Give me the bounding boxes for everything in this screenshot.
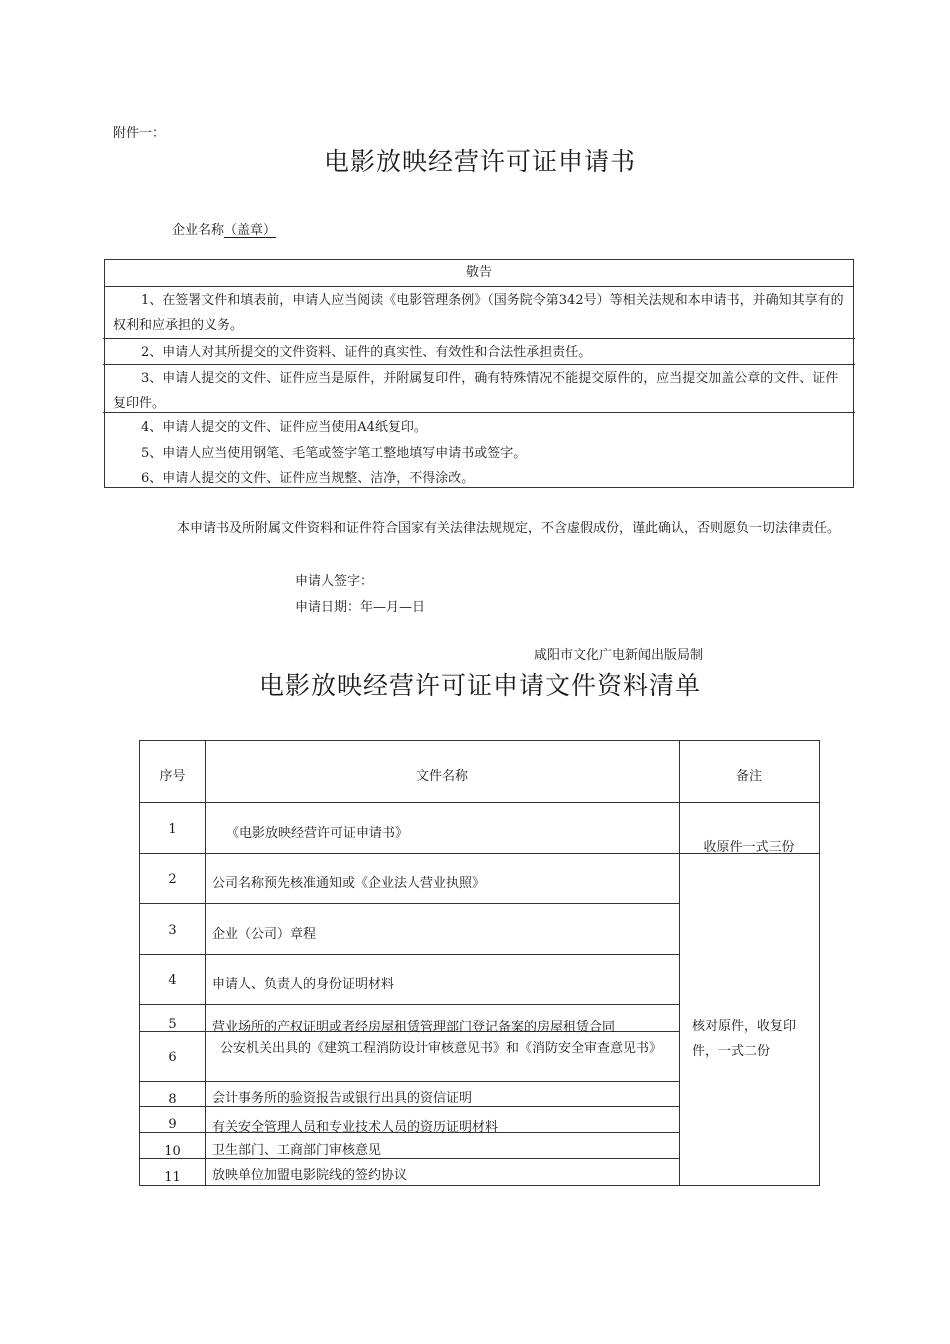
notice-heading: 敬告 bbox=[105, 260, 853, 287]
company-name-line bbox=[172, 219, 276, 238]
table-row-divider bbox=[140, 903, 679, 904]
table-row-divider bbox=[140, 1106, 679, 1107]
row-number: 3 bbox=[168, 923, 177, 938]
table-row-divider bbox=[140, 954, 679, 955]
document-list-table bbox=[139, 740, 820, 1186]
row-number: 8 bbox=[168, 1092, 177, 1107]
row-file-name: 《电影放映经营许可证申请书》 bbox=[226, 826, 409, 841]
row-number: 10 bbox=[164, 1144, 181, 1159]
table-column-divider bbox=[679, 741, 680, 1185]
declaration-text: 本申请书及所附属文件资料和证件符合国家有关法律法规规定，不含虚假成份，谨此确认，否则愿负一切法律责任。 bbox=[177, 521, 841, 536]
list-title: 电影放映经营许可证申请文件资料清单 bbox=[258, 671, 701, 700]
row-number: 11 bbox=[164, 1170, 181, 1185]
remark-verify: 核对原件，收复印件，一式二份 bbox=[692, 1019, 797, 1059]
notice-divider bbox=[103, 364, 855, 365]
header-remark: 备注 bbox=[735, 769, 762, 784]
table-row-divider bbox=[140, 802, 819, 803]
row-number: 4 bbox=[168, 973, 177, 988]
notice-item-3: 3、申请人提交的文件、证件应当是原件，并附属复印件，确有特殊情况不能提交原件的，应当提交加盖公章的文件、证件复印件。 bbox=[113, 371, 839, 411]
applicant-signature: 申请人签字： bbox=[295, 574, 374, 589]
table-row-divider bbox=[140, 1004, 679, 1005]
row-file-name: 申请人、负责人的身份证明材料 bbox=[212, 977, 395, 992]
notice-item-5: 5、申请人应当使用钢笔、毛笔或签字笔工整地填写申请书或签字。 bbox=[141, 446, 527, 461]
row-file-name: 营业场所的产权证明或者经房屋租赁管理部门登记备案的房屋租赁合同 bbox=[212, 1020, 616, 1035]
notice-item-1: 1、在签署文件和填表前，申请人应当阅读《电影管理条例》（国务院令第342号）等相关法规和本申请书，并确知其享有的权利和应承担的义务。 bbox=[113, 293, 844, 333]
notice-divider bbox=[103, 338, 855, 339]
issuer-label: 咸阳市文化广电新闻出版局制 bbox=[534, 648, 704, 663]
row-file-name: 公安机关出具的《建筑工程消防设计审核意见书》和《消防安全审查意见书》 bbox=[220, 1041, 663, 1056]
row-number: 5 bbox=[168, 1017, 177, 1032]
attachment-label: 附件一： bbox=[113, 126, 166, 141]
row-number: 6 bbox=[168, 1050, 177, 1065]
row-file-name: 卫生部门、工商部门审核意见 bbox=[212, 1143, 382, 1158]
row-file-name: 公司名称预先核准通知或《企业法人营业执照》 bbox=[212, 876, 486, 891]
company-seal: （盖章） bbox=[224, 223, 277, 238]
header-file-name: 文件名称 bbox=[415, 769, 468, 784]
notice-box bbox=[104, 259, 854, 488]
row-number: 1 bbox=[168, 822, 177, 837]
row-number: 9 bbox=[168, 1117, 177, 1132]
notice-item-6: 6、申请人提交的文件、证件应当规整、洁净，不得涂改。 bbox=[141, 471, 475, 486]
notice-divider bbox=[103, 412, 855, 413]
header-number: 序号 bbox=[159, 769, 186, 784]
row-file-name: 企业（公司）章程 bbox=[212, 927, 317, 942]
row-file-name: 有关安全管理人员和专业技术人员的资历证明材料 bbox=[212, 1120, 499, 1135]
notice-item-4: 4、申请人提交的文件、证件应当使用A4纸复印。 bbox=[141, 420, 427, 435]
remark-original: 收原件一式三份 bbox=[703, 840, 795, 855]
table-row-divider bbox=[140, 1081, 679, 1082]
table-row-divider bbox=[140, 1158, 679, 1159]
row-file-name: 放映单位加盟电影院线的签约协议 bbox=[212, 1168, 408, 1183]
company-name-label: 企业名称 bbox=[172, 223, 225, 238]
notice-item-2: 2、申请人对其所提交的文件资料、证件的真实性、有效性和合法性承担责任。 bbox=[141, 345, 592, 360]
row-number: 2 bbox=[168, 872, 177, 887]
application-date: 申请日期：年—月—日 bbox=[295, 600, 426, 615]
row-file-name: 会计事务所的验资报告或银行出具的资信证明 bbox=[212, 1091, 473, 1106]
table-column-divider bbox=[205, 741, 206, 1185]
page-title: 电影放映经营许可证申请书 bbox=[323, 147, 636, 176]
